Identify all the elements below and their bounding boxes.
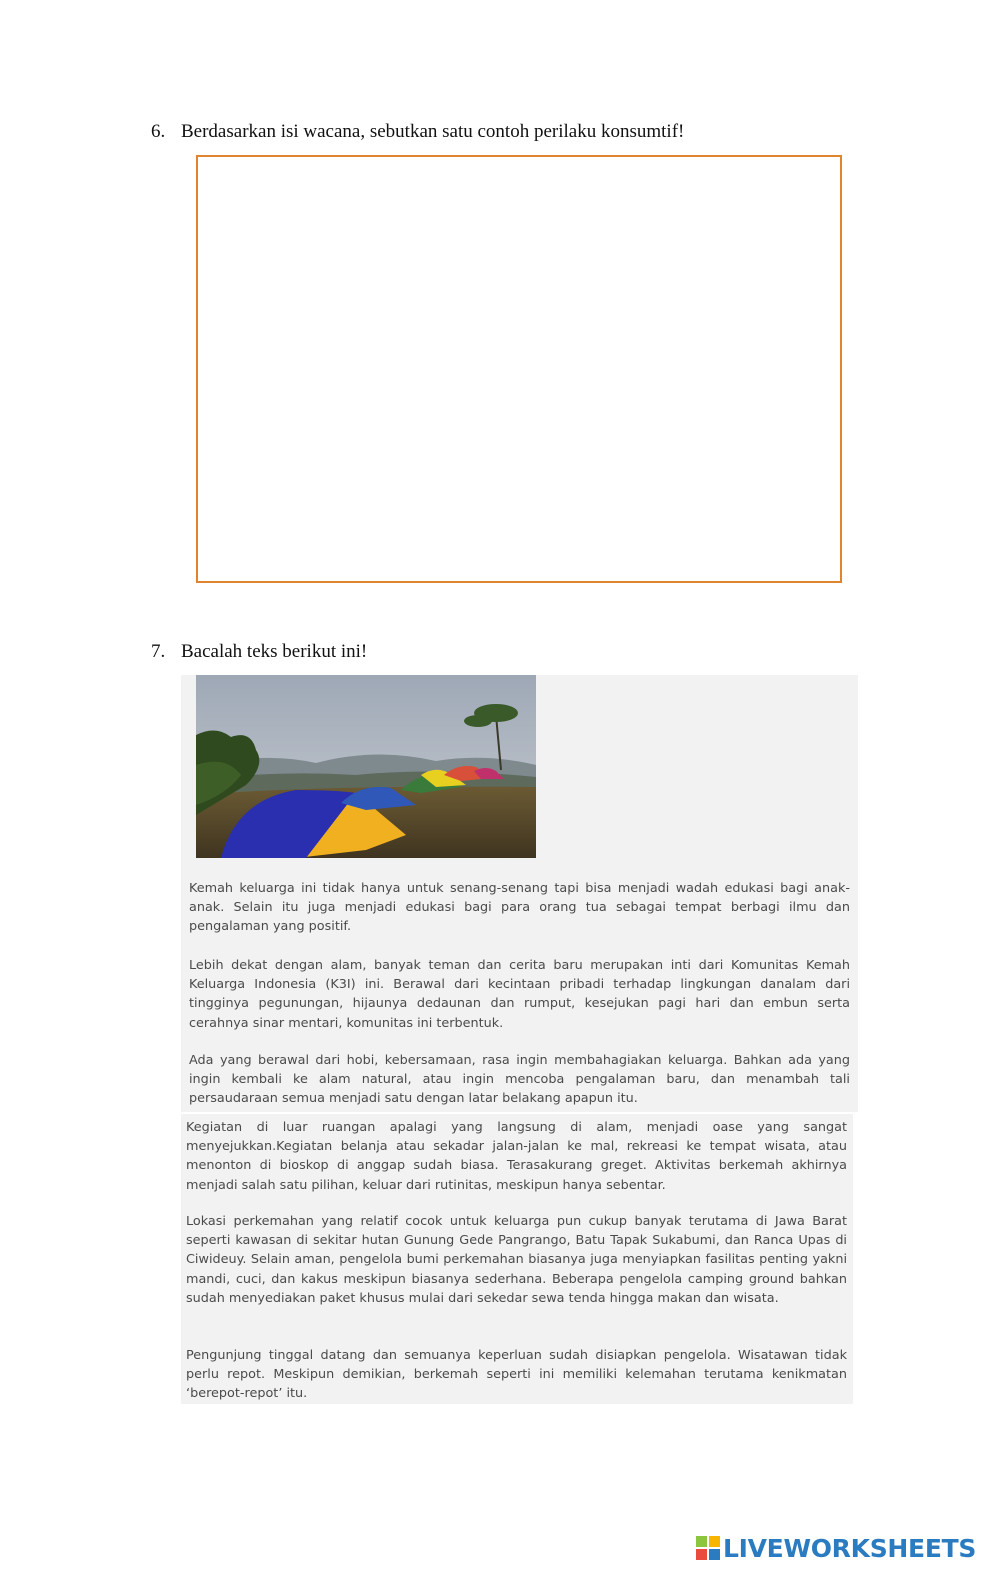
reading-paragraph: Ada yang berawal dari hobi, kebersamaan, rasa ingin membahagiakan keluarga. Bahkan ada yang ingin kembali ke alam natural, atau ingin mencoba pengalaman baru, dan menambah tali persaudaraan semua menjadi satu dengan latar belakang apapun itu. — [189, 1053, 850, 1107]
reading-paragraph: Lebih dekat dengan alam, banyak teman dan cerita baru merupakan inti dari Komunitas Kemah Keluarga Indonesia (K3I) ini. Berawal dari kecintaan pribadi terhadap lingkungan danalam dari tingginya pegunungan, hijaunya dedaunan dan rumput, kesejukan pagi hari dan embun serta cerahnya sinar mentari, komunitas ini terbentuk. — [189, 958, 850, 1031]
reading-paragraph: Kemah keluarga ini tidak hanya untuk senang-senang tapi bisa menjadi wadah edukasi bagi anak-anak. Selain itu juga menjadi edukasi bagi para orang tua sebagai tempat berbagi ilmu dan pengalaman yang positif. — [189, 881, 850, 935]
question-number: 6. — [151, 121, 166, 142]
reading-panel-1 — [181, 675, 858, 1112]
liveworksheets-logo-icon — [696, 1536, 720, 1560]
question-6 — [151, 120, 684, 144]
logo-wordmark: LIVEWORKSHEETS — [723, 1533, 977, 1563]
reading-paragraph: Pengunjung tinggal datang dan semuanya keperluan sudah disiapkan pengelola. Wisatawan tidak perlu repot. Meskipun demikian, berkemah seperti ini memiliki kelemahan terutama kenikmatan ‘berepot-repot’ itu. — [186, 1348, 847, 1402]
question-7 — [151, 640, 367, 664]
answer-text-box[interactable] — [196, 155, 842, 583]
reading-paragraph: Kegiatan di luar ruangan apalagi yang langsung di alam, menjadi oase yang sangat menyejukkan.Kegiatan belanja atau sekadar jalan-jalan ke mal, rekreasi ke tempat wisata, atau menonton di bioskop di anggap sudah biasa. Terasakurang greget. Aktivitas berkemah akhirnya menjadi salah satu pilihan, keluar dari rutinitas, meskipun hanya sebentar. — [186, 1120, 847, 1193]
tents-illustration — [196, 675, 536, 858]
reading-paragraph: Lokasi perkemahan yang relatif cocok untuk keluarga pun cukup banyak terutama di Jawa Barat seperti kawasan di sekitar hutan Gunung Gede Pangrango, Batu Tapak Sukabumi, dan Ranca Upas di Ciwideuy. Selain aman, pengelola bumi perkemahan biasanya juga menyiapkan fasilitas penting yakni mandi, cuci, dan kakus meskipun biasanya sederhana. Beberapa pengelola camping ground bahkan sudah menyediakan paket khusus mulai dari sekedar sewa tenda hingga makan dan wisata. — [186, 1214, 847, 1306]
question-number: 7. — [151, 641, 166, 662]
camping-tents-photo — [196, 675, 536, 858]
reading-panel-2 — [181, 1114, 853, 1404]
liveworksheets-logo — [696, 1534, 976, 1562]
question-text: Bacalah teks berikut ini! — [181, 641, 368, 662]
question-text: Berdasarkan isi wacana, sebutkan satu contoh perilaku konsumtif! — [181, 121, 685, 142]
